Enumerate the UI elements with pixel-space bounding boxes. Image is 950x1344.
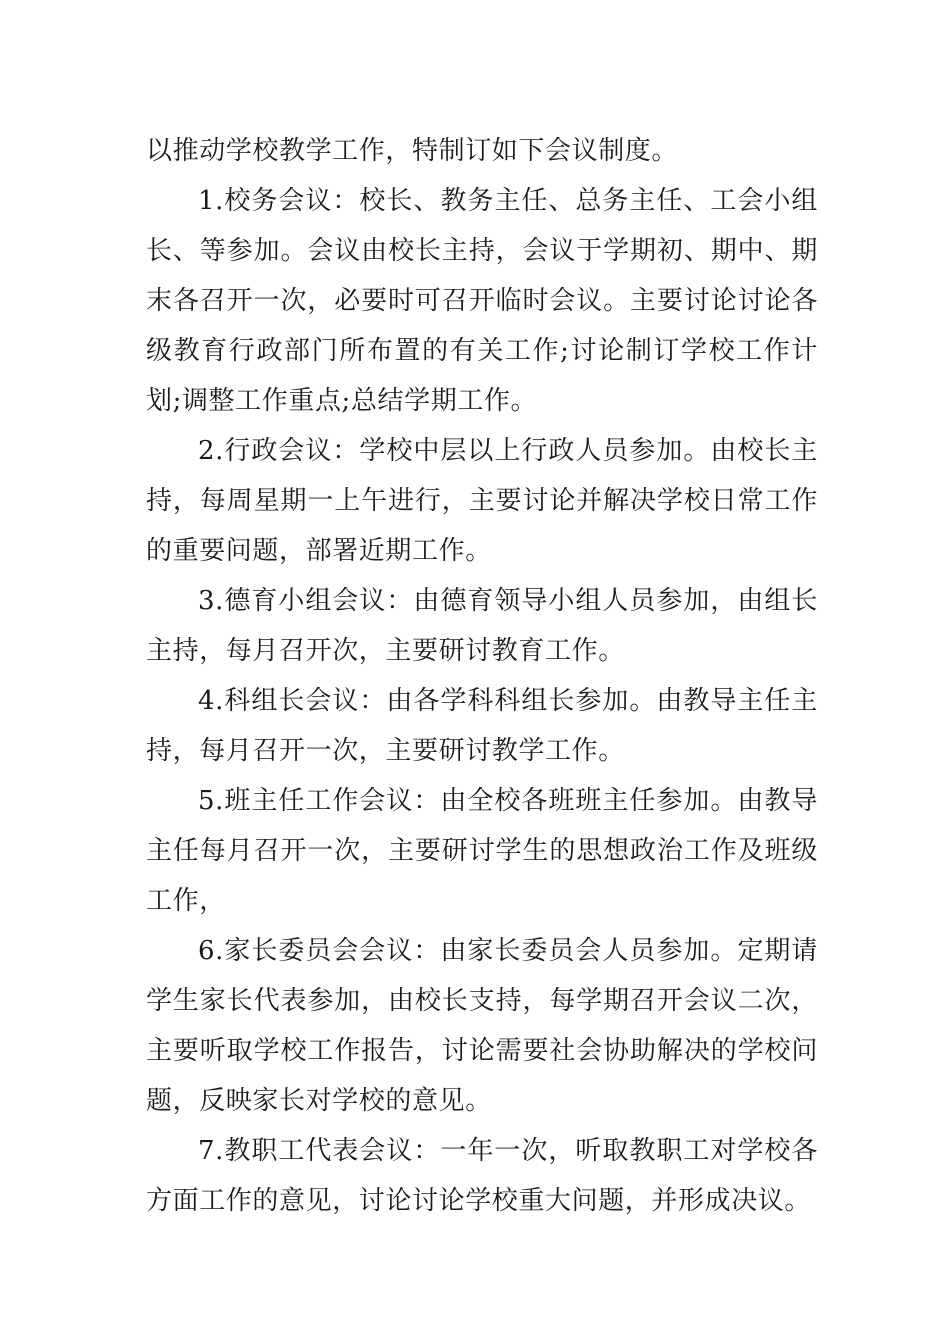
paragraph-intro-continuation: 以推动学校教学工作，特制订如下会议制度。 — [146, 136, 679, 166]
paragraph-subject-leader-meeting: 4.科组长会议：由各学科科组长参加。由教导主任主持，每月召开一次，主要研讨教学工作。 — [146, 686, 818, 766]
paragraph-moral-education-meeting: 3.德育小组会议：由德育领导小组人员参加，由组长主持，每月召开次，主要研讨教育工作。 — [146, 586, 818, 666]
paragraph-administrative-meeting: 2.行政会议：学校中层以上行政人员参加。由校长主持，每周星期一上午进行，主要讨论并解决学校日常工作的重要问题，部署近期工作。 — [146, 436, 818, 566]
document-body — [146, 126, 818, 1226]
paragraph-staff-representative-meeting: 7.教职工代表会议：一年一次，听取教职工对学校各方面工作的意见，讨论讨论学校重大问题，并形成决议。 — [146, 1136, 818, 1216]
paragraph-parent-committee-meeting: 6.家长委员会会议：由家长委员会人员参加。定期请学生家长代表参加，由校长支持，每学期召开会议二次，主要听取学校工作报告，讨论需要社会协助解决的学校问题，反映家长对学校的意见。 — [146, 936, 818, 1116]
paragraph-class-teacher-meeting: 5.班主任工作会议：由全校各班班主任参加。由教导主任每月召开一次，主要研讨学生的思想政治工作及班级工作， — [146, 786, 818, 916]
paragraph-school-affairs-meeting: 1.校务会议：校长、教务主任、总务主任、工会小组长、等参加。会议由校长主持，会议于学期初、期中、期末各召开一次，必要时可召开临时会议。主要讨论讨论各级教育行政部门所布置的有关工作;讨论制订学校工作计划;调整工作重点;总结学期工作。 — [146, 186, 818, 416]
